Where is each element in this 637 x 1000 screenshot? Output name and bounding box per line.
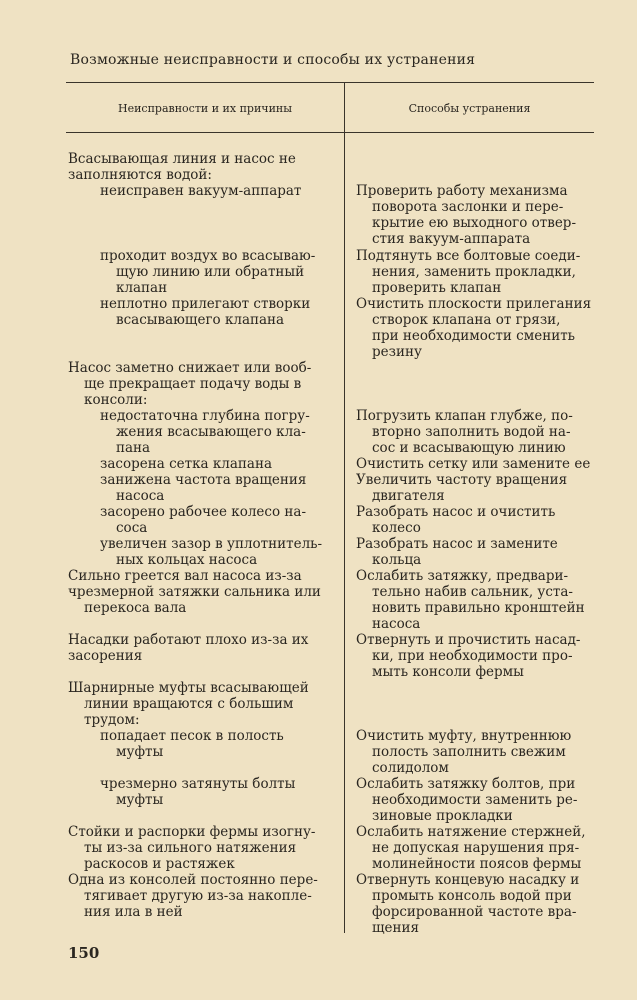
remedy-line: двигателя	[372, 488, 445, 504]
remedy-line: Ослабить натяжение стержней,	[356, 824, 586, 840]
fault-line: засорено рабочее колесо на-	[100, 504, 307, 520]
fault-line: Насос заметно снижает или вооб-	[68, 360, 312, 376]
remedy-line: Подтянуть все болтовые соеди-	[356, 248, 581, 264]
remedy-line: стия вакуум-аппарата	[372, 231, 531, 247]
remedy-line: Очистить муфту, внутреннюю	[356, 728, 572, 744]
remedy-line: необходимости заменить ре-	[372, 792, 578, 808]
remedy-line: нения, заменить прокладки,	[372, 264, 576, 280]
header-bottom-rule	[66, 132, 594, 133]
remedy-line: тельно набив сальник, уста-	[372, 584, 573, 600]
fault-line: муфты	[116, 792, 164, 808]
fault-line: всасывающего клапана	[116, 312, 285, 328]
remedy-line: резину	[372, 344, 422, 360]
remedy-line: солидолом	[372, 760, 449, 776]
remedy-line: зиновые прокладки	[372, 808, 513, 824]
remedy-line: мыть консоли фермы	[372, 664, 524, 680]
remedy-line: не допуская нарушения пря-	[372, 840, 580, 856]
remedy-line: Отвернуть концевую насадку и	[356, 872, 580, 888]
fault-line: ных кольцах насоса	[116, 552, 258, 568]
fault-line: линии вращаются с большим	[84, 696, 294, 712]
fault-line: чрезмерной затяжки сальника или	[68, 584, 321, 600]
remedy-line: при необходимости сменить	[372, 328, 576, 344]
page-number: 150	[68, 944, 100, 962]
remedy-line: вторно заполнить водой на-	[372, 424, 571, 440]
remedy-line: проверить клапан	[372, 280, 502, 296]
fault-line: Всасывающая линия и насос не	[68, 151, 296, 167]
fault-line: Одна из консолей постоянно пере-	[68, 872, 318, 888]
remedy-line: щения	[372, 920, 420, 936]
fault-line: увеличен зазор в уплотнитель-	[100, 536, 323, 552]
remedy-line: Разобрать насос и замените	[356, 536, 558, 552]
fault-line: ще прекращает подачу воды в	[84, 376, 302, 392]
fault-line: насоса	[116, 488, 165, 504]
fault-line: неплотно прилегают створки	[100, 296, 311, 312]
fault-line: неисправен вакуум-аппарат	[100, 183, 302, 199]
page-title: Возможные неисправности и способы их устранения	[70, 52, 476, 68]
column-header-faults: Неисправности и их причины	[117, 102, 292, 115]
fault-line: раскосов и растяжек	[84, 856, 235, 872]
remedy-line: сос и всасывающую линию	[372, 440, 566, 456]
fault-line: засорения	[68, 648, 143, 664]
column-header-remedies: Способы устранения	[408, 102, 531, 115]
remedy-line: ки, при необходимости про-	[372, 648, 573, 664]
remedy-line: молинейности поясов фермы	[372, 856, 582, 872]
remedy-line: полость заполнить свежим	[372, 744, 566, 760]
fault-line: консоли:	[84, 392, 148, 408]
remedy-line: Разобрать насос и очистить	[356, 504, 556, 520]
fault-line: заполняются водой:	[68, 167, 212, 183]
remedy-line: Ослабить затяжку, предвари-	[356, 568, 569, 584]
remedy-line: Ослабить затяжку болтов, при	[356, 776, 576, 792]
fault-line: проходит воздух во всасываю-	[100, 248, 316, 264]
fault-line: Стойки и распорки фермы изогну-	[68, 824, 316, 840]
fault-line: клапан	[116, 280, 168, 296]
fault-line: перекоса вала	[84, 600, 187, 616]
remedy-line: поворота заслонки и пере-	[372, 199, 564, 215]
remedy-line: промыть консоль водой при	[372, 888, 572, 904]
remedy-line: Отвернуть и прочистить насад-	[356, 632, 581, 648]
remedy-line: Погрузить клапан глубже, по-	[356, 408, 573, 424]
fault-line: пана	[116, 440, 151, 456]
fault-line: соса	[116, 520, 148, 536]
fault-line: щую линию или обратный	[116, 264, 305, 280]
fault-line: тягивает другую из-за накопле-	[84, 888, 312, 904]
remedy-line: новить правильно кронштейн	[372, 600, 585, 616]
remedy-line: створок клапана от грязи,	[372, 312, 561, 328]
fault-line: трудом:	[84, 712, 140, 728]
fault-line: чрезмерно затянуты болты	[100, 776, 296, 792]
fault-line: Насадки работают плохо из-за их	[68, 632, 309, 648]
fault-line: занижена частота вращения	[100, 472, 307, 488]
fault-line: Шарнирные муфты всасывающей	[68, 680, 309, 696]
remedy-line: колесо	[372, 520, 421, 536]
remedy-line: Проверить работу механизма	[356, 183, 568, 199]
remedy-line: Очистить плоскости прилегания	[356, 296, 592, 312]
remedy-line: форсированной частоте вра-	[372, 904, 577, 920]
fault-line: ты из-за сильного натяжения	[84, 840, 297, 856]
header-top-rule	[66, 82, 594, 83]
fault-line: муфты	[116, 744, 164, 760]
fault-line: недостаточна глубина погру-	[100, 408, 310, 424]
remedy-line: насоса	[372, 616, 421, 632]
remedy-line: кольца	[372, 552, 422, 568]
fault-line: жения всасывающего кла-	[116, 424, 306, 440]
fault-line: попадает песок в полость	[100, 728, 284, 744]
fault-line: Сильно греется вал насоса из-за	[68, 568, 302, 584]
fault-line: засорена сетка клапана	[100, 456, 273, 472]
remedy-line: Увеличить частоту вращения	[356, 472, 568, 488]
remedy-line: Очистить сетку или замените ее	[356, 456, 591, 472]
fault-line: ния ила в ней	[84, 904, 183, 920]
body-column-divider	[344, 133, 345, 933]
remedy-line: крытие ею выходного отвер-	[372, 215, 577, 231]
